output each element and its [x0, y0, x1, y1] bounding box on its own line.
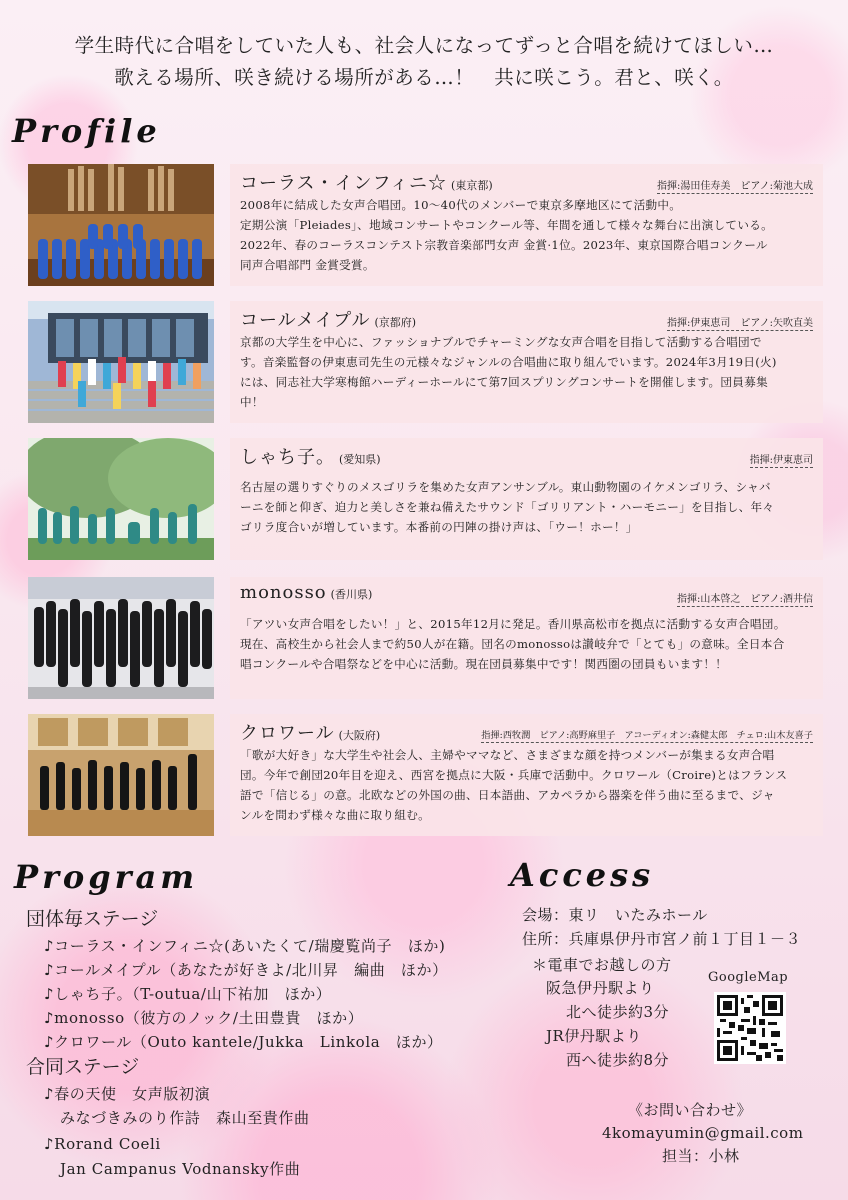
- contact-person: 担当：小林: [662, 1147, 740, 1165]
- desc-line: ンルを問わず様々な曲に取り組む。: [240, 808, 431, 822]
- desc-line: 現在、高校生から社会人まで約50人が在籍。団名のmonossoは讃岐弁で「とても」の意味。全日本合: [240, 637, 785, 651]
- group-description: [240, 745, 813, 825]
- stage2-item: ♪Rorand Coeli: [44, 1135, 161, 1153]
- train-note: ＊電車でお越しの方: [532, 956, 672, 974]
- group-description: [240, 332, 813, 412]
- desc-line: ーニを師と仰ぎ、迫力と美しさを兼ね備えたサウンド「ゴリリアント・ハーモニー」を目指し、年々: [240, 500, 775, 514]
- desc-line: 2022年、春のコーラスコンテスト宗教音楽部門女声 金賞·1位。2023年、東京国際合唱コンクール: [240, 238, 768, 252]
- stage2-item: みなづきみのり作詩 森山至貴作曲: [60, 1109, 310, 1127]
- group-info-croire: [230, 714, 823, 836]
- desc-line: 京都の大学生を中心に、ファッショナブルでチャーミングな女声合唱を目指して活動する合唱団で: [240, 335, 762, 349]
- group-photo-maple: [28, 301, 214, 423]
- group-card-croire: [28, 714, 823, 836]
- group-description: [240, 477, 813, 537]
- group-region: (東京都): [451, 179, 493, 192]
- qr-code-icon[interactable]: [714, 992, 786, 1064]
- desc-line: 語で「信じる」の意。北欧などの外国の曲、日本語曲、アカペラから器楽を伴う曲に至るまで、ジャ: [240, 788, 775, 802]
- group-region: (愛知県): [339, 453, 381, 466]
- group-region: (香川県): [330, 588, 373, 601]
- stage2-item: Jan Campanus Vodnansky作曲: [60, 1160, 301, 1178]
- desc-line: 名古屋の選りすぐりのメスゴリラを集めた女声アンサンブル。東山動物園のイケメンゴリラ、シャバ: [240, 480, 771, 494]
- stage1-item: ♪monosso（彼方のノック/土田豊貴 ほか）: [44, 1009, 364, 1027]
- venue: 会場：東リ いたみホール: [522, 906, 708, 924]
- stage1-item: ♪クロワール（Outo kantele/Jukka Linkola ほか）: [44, 1033, 443, 1051]
- group-name: monosso: [240, 582, 327, 603]
- program-heading: Program: [14, 858, 199, 896]
- group-staff: 指揮:山本啓之 ピアノ:酒井信: [677, 590, 813, 607]
- group-name: コーラス・インフィニ☆: [240, 173, 448, 194]
- desc-line: 中！: [240, 395, 264, 409]
- group-info-shachiko: [230, 438, 823, 560]
- jr-station: JR伊丹駅より: [546, 1027, 642, 1045]
- desc-line: には、同志社大学寒梅館ハーディーホールにて第7回スプリングコンサートを開催します。団員募集: [240, 375, 768, 389]
- group-region: (京都府): [374, 316, 417, 329]
- group-staff: 指揮:伊東恵司: [750, 451, 813, 468]
- access-heading: Access: [510, 856, 655, 894]
- contact-email[interactable]: 4komayumin@gmail.com: [602, 1124, 804, 1142]
- stage1-item: ♪コールメイプル（あなたが好きよ/北川昇 編曲 ほか）: [44, 961, 448, 979]
- jr-walk: 西へ徒歩約8分: [566, 1051, 670, 1069]
- desc-line: 2008年に結成した女声合唱団。10〜40代のメンバーで東京多摩地区にて活動中。: [240, 198, 682, 212]
- map-label: GoogleMap: [708, 970, 789, 985]
- group-info-maple: [230, 301, 823, 423]
- hankyu-station: 阪急伊丹駅より: [546, 979, 655, 997]
- group-info-monosso: [230, 577, 823, 699]
- group-card-infini: [28, 164, 823, 286]
- group-photo-infini: [28, 164, 214, 286]
- desc-line: 団。今年で創団20年目を迎え、西宮を拠点に大阪・兵庫で活動中。クロワール（Croire)とはフランス: [240, 768, 788, 782]
- group-staff: 指揮:伊東恵司 ピアノ:矢吹直美: [667, 314, 813, 331]
- group-staff: 指揮:西牧潤 ピアノ:高野麻里子 アコーディオン:森健太郎 チェロ:山木友喜子: [481, 727, 813, 743]
- group-info-infini: [230, 164, 823, 286]
- group-name: クロワール: [240, 723, 335, 744]
- intro-line-1: 学生時代に合唱をしていた人も、社会人になってずっと合唱を続けてほしい…: [74, 34, 774, 57]
- hankyu-walk: 北へ徒歩約3分: [566, 1003, 670, 1021]
- group-name: コールメイプル: [240, 310, 371, 331]
- group-description: [240, 614, 813, 674]
- group-card-maple: [28, 301, 823, 423]
- desc-line: 定期公演「Pleiades」、地域コンサートやコンクール等、年間を通して様々な舞台に出演している。: [240, 218, 774, 232]
- group-photo-croire: [28, 714, 214, 836]
- stage1-item: ♪コーラス・インフィニ☆(あいたくて/瑞慶覧尚子 ほか): [44, 937, 446, 955]
- address: 住所：兵庫県伊丹市宮ノ前１丁目１－３: [522, 930, 802, 948]
- desc-line: 同声合唱部門 金賞受賞。: [240, 258, 375, 272]
- contact-title: 《お問い合わせ》: [628, 1101, 753, 1119]
- desc-line: ゴリラ度合いが増しています。本番前の円陣の掛け声は、「ウー！ホー！」: [240, 520, 638, 534]
- stage2-title: 合同ステージ: [26, 1056, 140, 1078]
- profile-heading: Profile: [12, 112, 161, 150]
- desc-line: 「歌が大好き」な大学生や社会人、主婦やママなど、さまざまな顔を持つメンバーが集まる女声合唱: [240, 748, 775, 762]
- group-photo-monosso: [28, 577, 214, 699]
- stage2-item: ♪春の天使 女声版初演: [44, 1085, 211, 1103]
- group-description: [240, 195, 813, 275]
- desc-line: す。音楽監督の伊東恵司先生の元様々なジャンルの合唱曲に取り組んでいます。2024年3月19日(火): [240, 355, 777, 369]
- group-region: (大阪府): [338, 729, 381, 742]
- group-staff: 指揮:湯田佳寿美 ピアノ:菊池大成: [657, 177, 813, 194]
- intro-text: [0, 30, 848, 94]
- group-card-shachiko: [28, 438, 823, 560]
- intro-line-2: 歌える場所、咲き続ける場所がある…！ 共に咲こう。君と、咲く。: [114, 66, 734, 89]
- group-card-monosso: [28, 577, 823, 699]
- group-photo-shachiko: [28, 438, 214, 560]
- stage1-item: ♪しゃち子。（T-outua/山下祐加 ほか）: [44, 985, 332, 1003]
- group-name: しゃち子。: [240, 447, 335, 468]
- desc-line: 唱コンクールや合唱祭などを中心に活動。現在団員募集中です！関西圏の団員もいます！！: [240, 657, 728, 671]
- desc-line: 「アツい女声合唱をしたい！」と、2015年12月に発足。香川県高松市を拠点に活動する女声合唱団。: [240, 617, 786, 631]
- stage1-title: 団体毎ステージ: [26, 908, 159, 930]
